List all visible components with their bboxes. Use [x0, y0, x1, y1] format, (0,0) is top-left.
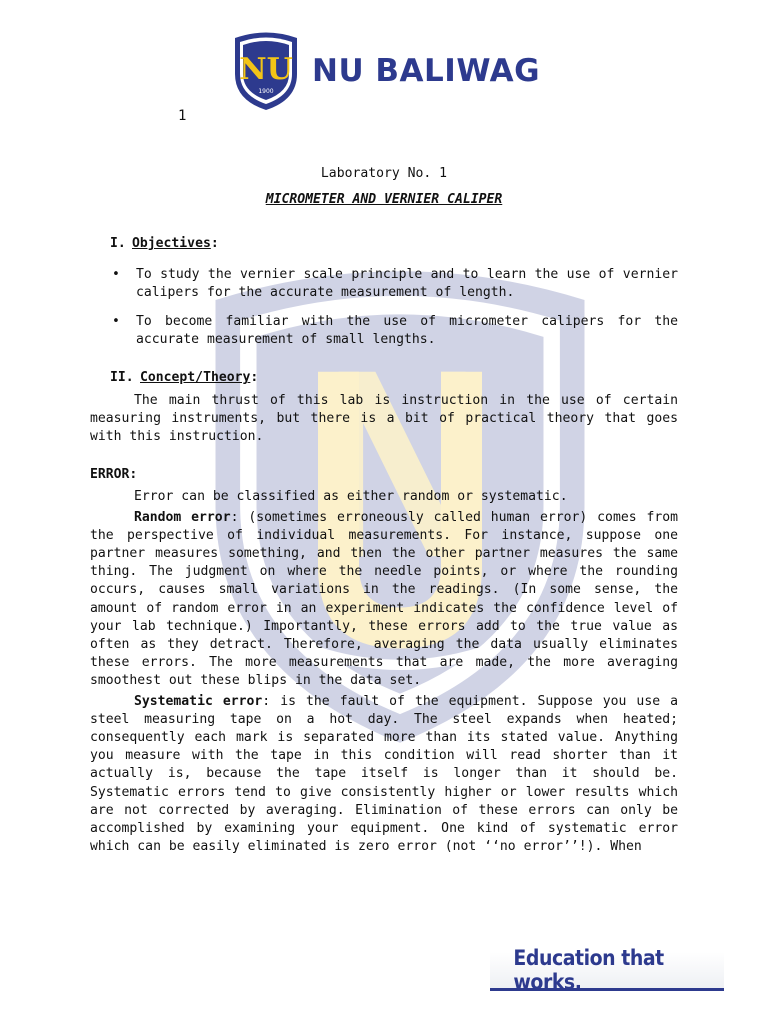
bullet-icon: • — [112, 266, 120, 282]
section-title: Concept/Theory — [140, 370, 251, 386]
section-title: Objectives — [132, 236, 211, 252]
objectives-list — [90, 266, 678, 350]
footer-tagline: Education that works. — [513, 946, 664, 994]
objective-text: To become familiar with the use of micrometer calipers for the accurate measurement of small lengths. — [136, 314, 678, 348]
brand-name: NU BALIWAG — [312, 53, 541, 89]
page-number: 1 — [178, 108, 187, 124]
random-error-text: : (sometimes erroneously called human error) comes from the perspective of individual measurements. For instance, suppose one partner measures something, and then the other partner measures the same thing. The judgment on where the needle points, or where the rounding occurs, causes small variations in the readings. (In some sense, the amount of random error in an experiment indicates the confidence level of your lab technique.) Importantly, these errors add to the true value as often as they detract. Therefore, averaging the data usually eliminates these errors. The more measurements that are made, the more averaging smoothest out these blips in the data set. — [90, 509, 678, 689]
section-theory: II. Concept/Theory: — [90, 369, 678, 387]
theory-paragraph: The main thrust of this lab is instruction in the use of certain measuring instruments, but there is a bit of practical theory that goes with this instruction. — [90, 392, 678, 445]
lab-title: MICROMETER AND VERNIER CALIPER — [265, 192, 503, 208]
document-body — [90, 165, 678, 857]
logo-year: 1900 — [258, 88, 274, 95]
objective-text: To study the vernier scale principle and to learn the use of vernier calipers for the accurate measurement of length. — [136, 266, 678, 300]
lab-number: Laboratory No. 1 — [320, 166, 448, 181]
section-objectives: I. Objectives: — [90, 235, 678, 253]
systematic-error-paragraph — [90, 693, 678, 857]
systematic-error-text: : is the fault of the equipment. Suppose you use a steel measuring tape on a hot day. The steel expands when heated; consequently each mark is separated more than its stated value. Anything you measure with the tape in this condition will read shorter than it actually is, because the tape itself is longer than it should be. Systematic errors tend to give consistently higher or lower results which are not corrected by averaging. Elimination of these errors can only be accomplished by examining your equipment. One kind of systematic error which can be easily eliminated is zero error (not ‘‘no error’’!). When — [90, 693, 679, 855]
error-intro: Error can be classified as either random or systematic. — [134, 489, 568, 505]
error-heading: ERROR: — [90, 467, 138, 483]
section-number: I. — [110, 236, 126, 252]
logo-text: NU — [239, 52, 293, 87]
bullet-icon: • — [112, 314, 120, 330]
systematic-error-term: Systematic error — [134, 693, 263, 709]
footer-tagline-banner — [490, 946, 724, 994]
section-number: II. — [110, 370, 134, 386]
random-error-paragraph — [90, 509, 678, 691]
random-error-term: Random error — [134, 509, 231, 525]
list-item — [90, 266, 678, 302]
list-item — [90, 313, 678, 349]
nu-shield-logo — [232, 30, 300, 112]
page-header — [232, 30, 540, 112]
